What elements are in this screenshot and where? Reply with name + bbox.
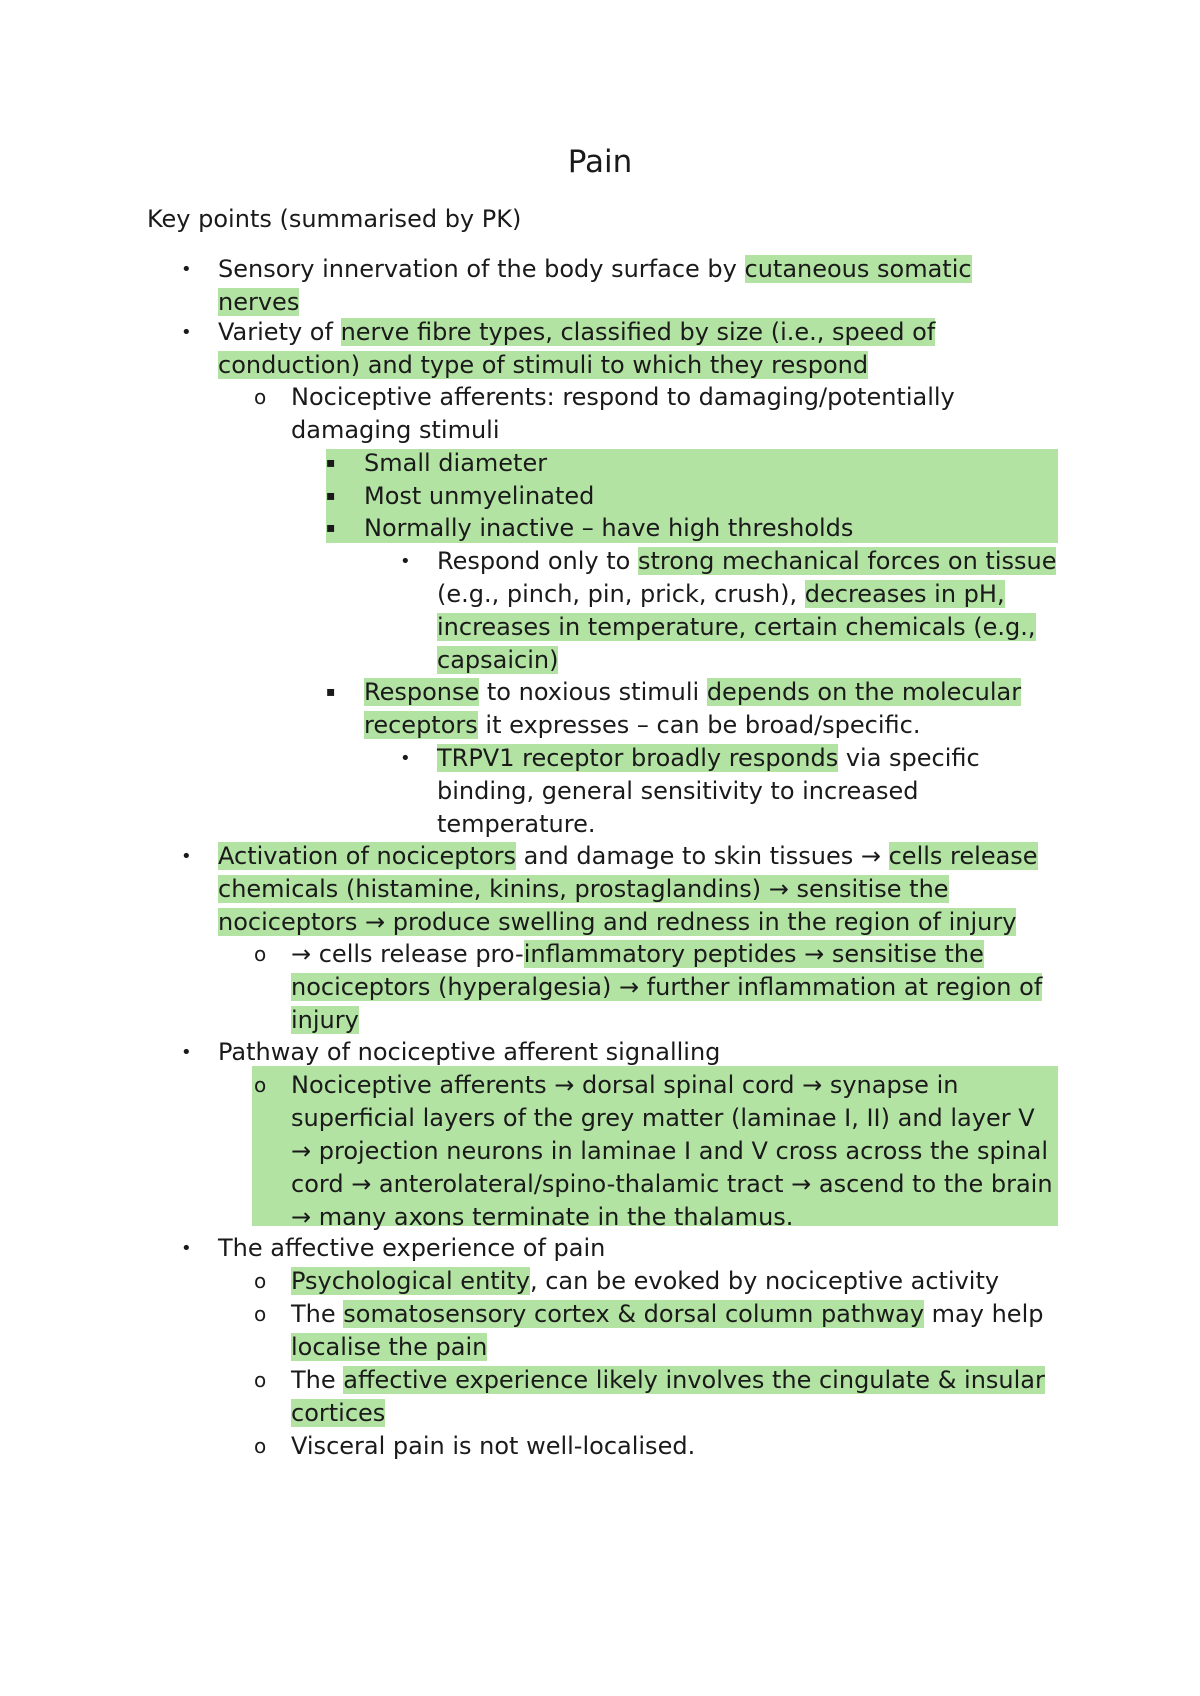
bullet-circle: o (254, 1434, 267, 1458)
list-text: Respond only to (437, 547, 638, 575)
list-text-highlight: depends on the molecular receptors (364, 678, 1022, 739)
list-text: Nociceptive afferents: respond to damaging/potentially damaging stimuli (291, 383, 955, 444)
list-text: Small diameter (364, 449, 548, 477)
list-text: to noxious stimuli (479, 678, 707, 706)
bullet-disc: • (181, 259, 192, 280)
bullet-disc: • (400, 748, 411, 769)
bullet-circle: o (254, 1269, 267, 1293)
list-text-highlight: inflammatory peptides → sensitise the nociceptors (hyperalgesia) → further inflammation at region of injury (291, 940, 1043, 1034)
list-item (326, 447, 1054, 480)
list-text-highlight: TRPV1 receptor broadly responds (437, 744, 839, 772)
list-item (254, 1430, 1071, 1463)
list-text-highlight: somatosensory cortex & dorsal column pathway (343, 1300, 925, 1328)
list-text-highlight: localise the pain (291, 1333, 488, 1361)
bullet-circle: o (254, 385, 267, 409)
list-item (254, 1364, 1071, 1430)
bullet-disc: • (181, 322, 192, 343)
list-text-highlight: cutaneous somatic nerves (218, 255, 972, 316)
page-subtitle: Key points (summarised by PK) (147, 205, 522, 233)
list-text: The (291, 1300, 344, 1328)
bullet-circle: o (254, 942, 267, 966)
list-text-highlight: Response (364, 678, 480, 706)
list-item (181, 253, 1018, 319)
list-item (181, 316, 998, 382)
list-text-highlight: decreases in pH, increases in temperature, certain chemicals (e.g., capsaicin) (437, 580, 1036, 674)
list-text: may help (924, 1300, 1044, 1328)
list-text-highlight: Activation of nociceptors (218, 842, 516, 870)
bullet-circle: o (254, 1368, 267, 1392)
list-item (254, 1298, 1071, 1364)
list-text: , can be evoked by nociceptive activity (529, 1267, 1000, 1295)
bullet-disc: • (181, 1238, 192, 1259)
list-text: Nociceptive afferents → dorsal spinal cord → synapse in superficial layers of the grey matter (laminae I, II) and layer V → projection neurons in laminae I and V cross across the spinal cord → anterolateral/spino-thalamic tract → ascend to the brain → many axons terminate in the thalamus. (291, 1071, 1053, 1231)
list-item (254, 1265, 1081, 1298)
bullet-circle: o (254, 1302, 267, 1326)
list-text: Variety of (218, 318, 341, 346)
list-text: Sensory innervation of the body surface by (218, 255, 745, 283)
list-item (181, 1036, 1068, 1069)
bullet-square: ▪ (326, 684, 336, 700)
list-text: The affective experience of pain (218, 1234, 606, 1262)
list-item (254, 381, 1011, 447)
bullet-square: ▪ (326, 520, 336, 536)
bullet-disc: • (181, 846, 192, 867)
bullet-circle: o (254, 1073, 267, 1097)
list-item (254, 1069, 1056, 1234)
list-text-highlight: cells release chemicals (histamine, kinins, prostaglandins) → sensitise the nociceptors → produce swelling and redness in the region of injury (218, 842, 1038, 936)
list-item (400, 545, 1059, 677)
list-item (181, 1232, 1068, 1265)
list-item (326, 676, 1044, 742)
list-text: it expresses – can be broad/specific. (477, 711, 921, 739)
list-text: via specific binding, general sensitivity to increased temperature. (437, 744, 980, 838)
list-text-highlight: affective experience likely involves the cingulate & insular cortices (291, 1366, 1045, 1427)
list-text-highlight: Psychological entity (291, 1267, 530, 1295)
list-text: The (291, 1366, 344, 1394)
list-text: Pathway of nociceptive afferent signalling (218, 1038, 721, 1066)
list-text-highlight: strong mechanical forces on tissue (637, 547, 1057, 575)
list-text: and damage to skin tissues → (515, 842, 889, 870)
list-text: Visceral pain is not well-localised. (291, 1432, 696, 1460)
list-item (400, 742, 1022, 841)
list-text: → cells release pro- (291, 940, 524, 968)
list-item (181, 840, 1068, 939)
page-title: Pain (567, 144, 633, 180)
bullet-square: ▪ (326, 455, 336, 471)
list-text-highlight: nerve fibre types, classified by size (i.e., speed of conduction) and type of stimuli to which they respond (218, 318, 936, 379)
list-item (326, 512, 1054, 545)
list-text: Normally inactive – have high thresholds (364, 514, 854, 542)
bullet-disc: • (181, 1042, 192, 1063)
bullet-square: ▪ (326, 488, 336, 504)
list-text: (e.g., pinch, pin, prick, crush), (437, 580, 805, 608)
list-item (254, 938, 1081, 1037)
bullet-disc: • (400, 551, 411, 572)
list-item (326, 480, 1054, 513)
list-text: Most unmyelinated (364, 482, 595, 510)
